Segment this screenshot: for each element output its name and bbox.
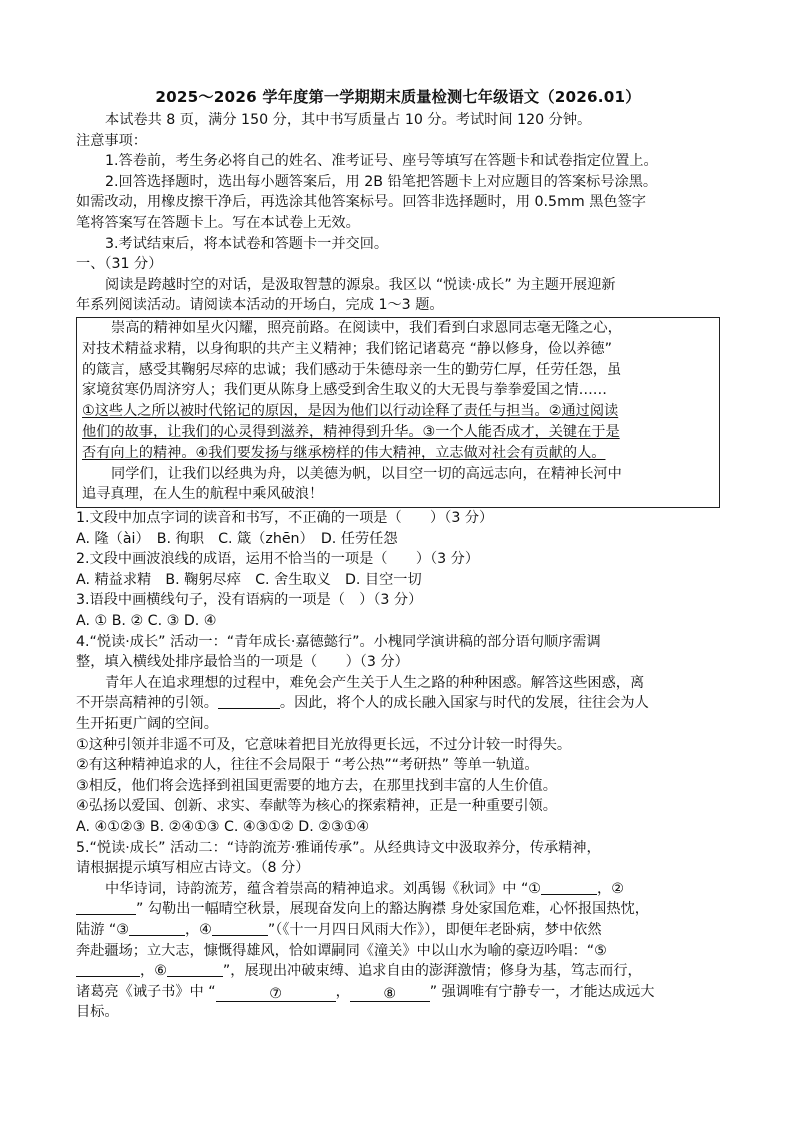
question-5-line [76, 899, 720, 920]
passage-line-underlined: 否有向上的精神。④我们要发扬与继承榜样的伟大精神，立志做对社会有贡献的人。 [82, 444, 606, 461]
q5-text: ，④ [184, 921, 212, 938]
question-2: 2.文段中画波浪线的成语，运用不恰当的一项是（ ）（3 分） [76, 551, 480, 568]
exam-page [76, 84, 720, 1023]
passage-line: 追寻真理，在人生的航程中乘风破浪！ [82, 486, 324, 503]
q5-text: ， [335, 983, 350, 1000]
note-1: 1.答卷前，考生务必将自己的姓名、准考证号、座号等填写在答题卡和试卷指定位置上。 [105, 153, 658, 170]
passage-line-underlined: ①这些人之所以被时代铭记的原因，是因为他们以行动诠释了责任与担当。②通过阅读 [82, 403, 619, 420]
question-4-passage-blank-line [76, 693, 720, 714]
question-4-passage: 青年人在追求理想的过程中，难免会产生关于人生之路的种种困惑。解答这些困惑，离 [105, 674, 645, 691]
q5-blank-2[interactable] [76, 900, 136, 915]
q4-answer-blank[interactable] [218, 694, 280, 709]
q5-text: ” 强调唯有宁静专一，才能达成远大 [429, 983, 655, 1000]
question-4-options: A. ④①②③ B. ②④①③ C. ④③①② D. ②③①④ [76, 819, 370, 836]
q5-text: ” 勾勒出一幅晴空秋景，展现奋发向上的豁达胸襟 身处家国危难，心怀报国热忱， [136, 901, 649, 918]
question-4-sentence-3: ③相反，他们将会选择到祖国更需要的地方去，在那里找到丰富的人生价值。 [76, 777, 557, 794]
q5-blank-8[interactable]: ⑧ [350, 987, 430, 1002]
q5-blank-1[interactable] [541, 880, 597, 895]
passage-line: 家境贫寒仍周济穷人；我们更从陈身上感受到舍生取义的大无畏与拳拳爱国之情…… [82, 382, 607, 399]
question-3-options: A. ① B. ② C. ③ D. ④ [76, 613, 217, 630]
q5-blank-4[interactable] [212, 921, 268, 936]
exam-title: 2025～2026 学年度第一学期期末质量检测七年级语文（2026.01） [155, 88, 641, 106]
q5-text: 诸葛亮《诫子书》中 “ [76, 983, 216, 1000]
note-3: 3.考试结束后，将本试卷和答题卡一并交回。 [105, 235, 389, 252]
note-2-cont: 如需改动，用橡皮擦干净后，再选涂其他答案标号。回答非选择题时，用 0.5mm 黑色签字 [76, 194, 646, 211]
passage-line-underlined: 他们的故事，让我们的心灵得到滋养，精神得到升华。③一个人能否成才，关键在于是 [82, 423, 620, 440]
question-5-line [76, 961, 720, 982]
question-5-cont: 请根据提示填写相应古诗文。（8 分） [76, 860, 310, 877]
q5-blank-5[interactable] [76, 962, 140, 977]
q5-text: 陆游 “③ [76, 921, 129, 938]
q4-text-before-blank: 不开崇高精神的引领。 [76, 695, 218, 712]
note-2: 2.回答选择题时，选出每小题答案后，用 2B 铅笔把答题卡上对应题目的答案标号涂黑。 [105, 173, 658, 190]
section-lead-cont: 年系列阅读活动。请阅读本活动的开场白，完成 1～3 题。 [76, 297, 444, 314]
question-5: 5.“悦读·成长” 活动二：“诗韵流芳·雅诵传承”。从经典诗文中汲取养分，传承精神， [76, 839, 601, 856]
q5-text: 中华诗词，诗韵流芳，蕴含着崇高的精神追求。刘禹锡《秋词》中 “① [105, 880, 542, 897]
question-5-line-end: 目标。 [76, 1004, 119, 1021]
opening-passage-box [76, 317, 720, 508]
question-4-cont: 整，填入横线处排序最恰当的一项是（ ）（3 分） [76, 654, 409, 671]
q5-text: ”（《十一月四日风雨大作》），即便年老卧病，梦中依然 [267, 921, 602, 938]
passage-line: 对技术精益求精，以身徇职的共产主义精神；我们铭记诸葛亮 “静以修身，俭以养德” [82, 340, 612, 357]
question-2-options: A. 精益求精 B. 鞠躬尽瘁 C. 舍生取义 D. 目空一切 [76, 571, 422, 588]
question-1-options: A. 隆（ài） B. 徇职 C. 箴（zhēn） D. 任劳任怨 [76, 530, 398, 547]
section-lead: 阅读是跨越时空的对话，是汲取智慧的源泉。我区以 “悦读·成长” 为主题开展迎新 [105, 276, 616, 293]
question-4-sentence-1: ①这种引领并非遥不可及，它意味着把目光放得更长远，不过分计较一时得失。 [76, 736, 572, 753]
question-5-line [76, 982, 720, 1003]
passage-line: 同学们，让我们以经典为舟，以美德为帆，以目空一切的高远志向，在精神长河中 [111, 465, 622, 482]
q5-blank-7[interactable]: ⑦ [216, 987, 336, 1002]
note-2-end: 笔将答案写在答题卡上。写在本试卷上无效。 [76, 214, 360, 231]
section-heading: 一、（31 分） [76, 256, 163, 273]
notes-heading: 注意事项： [76, 132, 147, 149]
q4-text-after-blank: 。因此，将个人的成长融入国家与时代的发展，往往会为人 [279, 695, 649, 712]
exam-intro: 本试卷共 8 页，满分 150 分，其中书写质量占 10 分。考试时间 120 分钟。 [105, 112, 592, 128]
q5-blank-3[interactable] [129, 921, 185, 936]
q5-text: ”，展现出冲破束缚、追求自由的澎湃激情；修身为基，笃志而行， [222, 963, 642, 980]
question-3: 3.语段中画横线句子，没有语病的一项是（ ）（3 分） [76, 592, 423, 609]
question-4-sentence-4: ④弘扬以爱国、创新、求实、奉献等为核心的探索精神，正是一种重要引领。 [76, 798, 557, 815]
question-4: 4.“悦读·成长” 活动一：“青年成长·嘉德懿行”。小槐同学演讲稿的部分语句顺序需调 [76, 633, 601, 650]
passage-line: 的箴言，感受其鞠躬尽瘁的忠诚；我们感动于朱德母亲一生的勤劳仁厚，任劳任怨，虽 [82, 361, 622, 378]
question-4-sentence-2: ②有这种精神追求的人，往往不会局限于 “考公热”“考研热” 等单一轨道。 [76, 757, 539, 774]
q5-text: ，② [597, 880, 624, 897]
passage-line: 崇高的精神如星火闪耀，照亮前路。在阅读中，我们看到白求恩同志毫无隆之心， [111, 319, 622, 336]
question-4-passage-end: 生开拓更广阔的空间。 [76, 716, 218, 733]
question-5-line: 奔赴疆场；立大志，慷慨得雄风，恰如谭嗣同《潼关》中以山水为喻的豪迈吟唱：“⑤ [76, 942, 607, 959]
q5-text: ，⑥ [140, 963, 167, 980]
question-5-line [76, 920, 720, 941]
question-5-line [76, 879, 720, 900]
q5-blank-6[interactable] [167, 962, 223, 977]
question-1: 1.文段中加点字词的读音和书写，不正确的一项是（ ）（3 分） [76, 510, 494, 527]
